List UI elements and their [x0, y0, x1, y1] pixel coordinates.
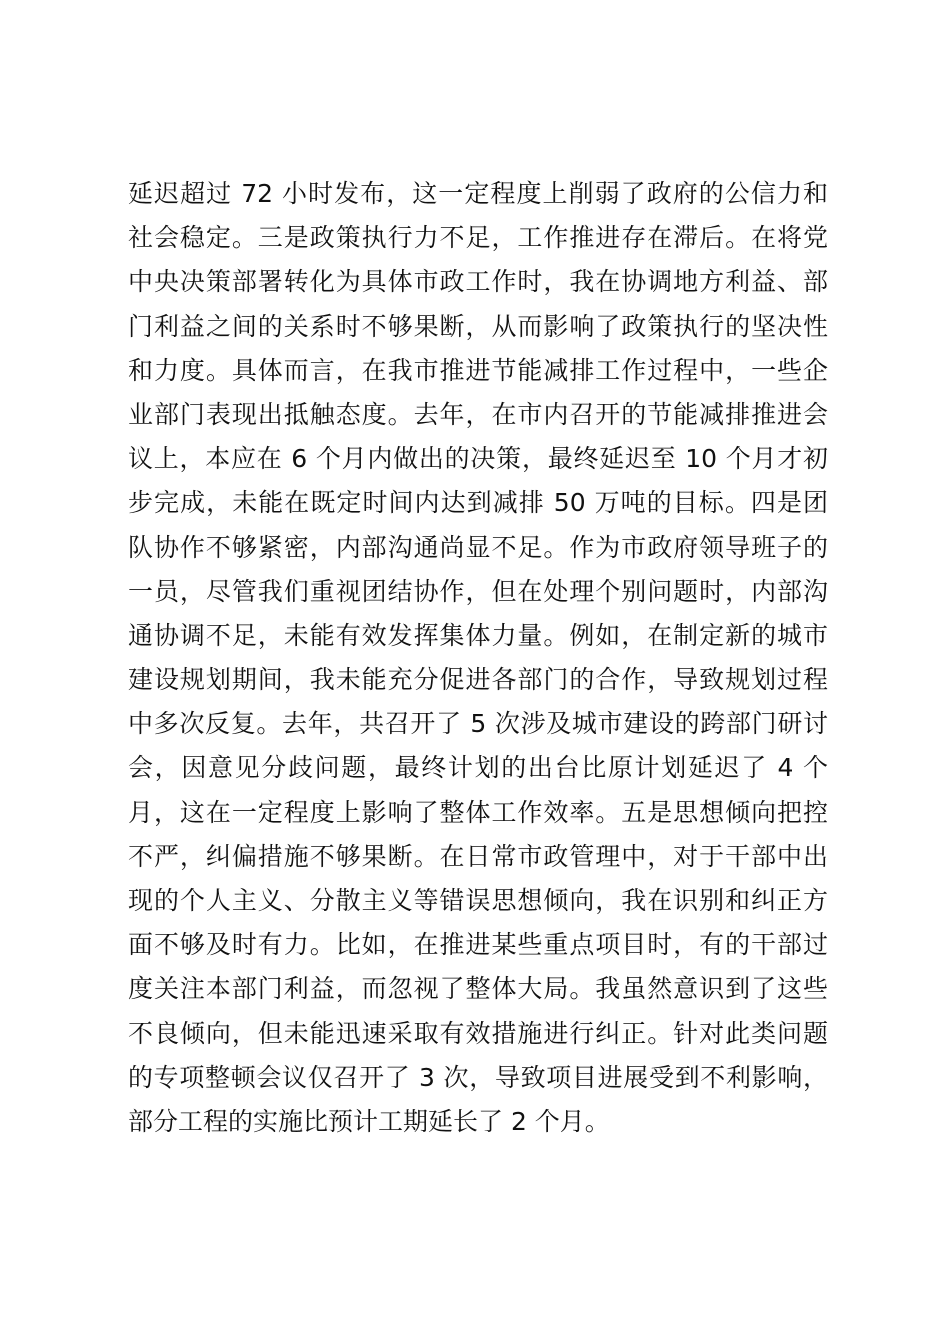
paragraph-line: 现的个人主义、分散主义等错误思想倾向，我在识别和纠正方 — [128, 886, 828, 915]
paragraph-line: 门利益之间的关系时不够果断，从而影响了政策执行的坚决性 — [128, 311, 828, 341]
paragraph-line: 度关注本部门利益，而忽视了整体大局。我虽然意识到了这些 — [128, 974, 828, 1004]
paragraph-line: 不严，纠偏措施不够果断。在日常市政管理中，对于干部中出 — [128, 841, 828, 871]
paragraph-line: 月，这在一定程度上影响了整体工作效率。五是思想倾向把控 — [128, 797, 828, 827]
paragraph-line: 面不够及时有力。比如，在推进某些重点项目时，有的干部过 — [128, 930, 828, 960]
paragraph-line: 中央决策部署转化为具体市政工作时，我在协调地方利益、部 — [128, 267, 828, 297]
body-paragraph — [128, 172, 828, 1144]
paragraph-line: 建设规划期间，我未能充分促进各部门的合作，导致规划过程 — [128, 665, 828, 695]
paragraph-line: 延迟超过 72 小时发布，这一定程度上削弱了政府的公信力和 — [128, 179, 828, 208]
paragraph-line: 通协调不足，未能有效发挥集体力量。例如，在制定新的城市 — [128, 620, 828, 650]
paragraph-line: 不良倾向，但未能迅速采取有效措施进行纠正。针对此类问题 — [128, 1018, 828, 1048]
paragraph-line: 社会稳定。三是政策执行力不足，工作推进存在滞后。在将党 — [128, 223, 828, 253]
paragraph-line: 步完成，未能在既定时间内达到减排 50 万吨的目标。四是团 — [128, 488, 828, 518]
paragraph-line: 的专项整顿会议仅召开了 3 次，导致项目进展受到不利影响， — [128, 1062, 828, 1092]
paragraph-line: 部分工程的实施比预计工期延长了 2 个月。 — [128, 1106, 610, 1136]
paragraph-line: 和力度。具体而言，在我市推进节能减排工作过程中，一些企 — [128, 355, 828, 385]
paragraph-line: 队协作不够紧密，内部沟通尚显不足。作为市政府领导班子的 — [128, 532, 828, 562]
paragraph-line: 议上，本应在 6 个月内做出的决策，最终延迟至 10 个月才初 — [128, 444, 828, 474]
paragraph-line: 业部门表现出抵触态度。去年，在市内召开的节能减排推进会 — [128, 399, 828, 429]
paragraph-line: 会，因意见分歧问题，最终计划的出台比原计划延迟了 4 个 — [128, 753, 828, 783]
paragraph-line: 中多次反复。去年，共召开了 5 次涉及城市建设的跨部门研讨 — [128, 709, 828, 739]
paragraph-line: 一员，尽管我们重视团结协作，但在处理个别问题时，内部沟 — [128, 576, 828, 606]
